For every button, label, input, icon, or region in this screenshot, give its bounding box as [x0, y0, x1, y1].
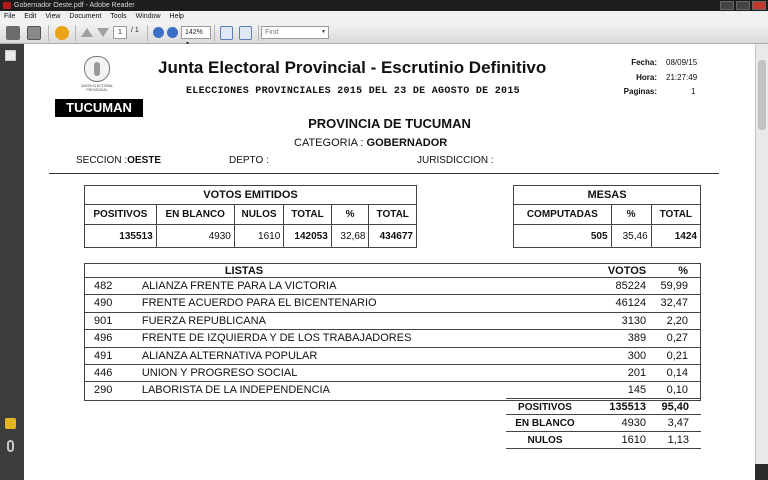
menu-view[interactable]: View — [45, 13, 61, 20]
window-controls — [720, 1, 766, 10]
toolbar-separator — [147, 25, 148, 41]
fecha-value: 08/09/15 — [666, 58, 698, 67]
page-total: / 1 — [131, 27, 139, 34]
maximize-button[interactable] — [736, 1, 750, 10]
totals-row-nulos — [506, 432, 701, 449]
percent-value: 32,68 — [331, 225, 369, 248]
hora-value: 21:27:49 — [666, 73, 698, 82]
document-title: Junta Electoral Provincial - Escrutinio Definitivo — [158, 58, 547, 77]
lista-votos: 201 — [627, 366, 647, 379]
column-header: % — [331, 205, 369, 225]
lista-pct: 32,47 — [660, 297, 689, 310]
lista-name: UNION Y PROGRESO SOCIAL — [141, 366, 298, 379]
lista-votos: 85224 — [615, 280, 647, 292]
menu-window[interactable]: Window — [135, 13, 161, 20]
window-titlebar — [0, 0, 768, 11]
total-padron-value: 434677 — [369, 225, 417, 248]
vertical-scrollbar[interactable] — [755, 44, 768, 464]
lista-votos: 145 — [627, 384, 647, 397]
votos-emitidos-table — [84, 185, 417, 248]
find-input[interactable] — [261, 26, 329, 39]
print-icon[interactable] — [6, 26, 20, 40]
lista-pct: 0,14 — [666, 366, 689, 379]
adobe-reader-icon — [3, 2, 11, 9]
junta-electoral-logo — [84, 56, 110, 82]
mesas-title: MESAS — [514, 186, 701, 205]
lista-votos: 46124 — [615, 297, 647, 310]
comments-panel-icon[interactable] — [5, 418, 16, 429]
window-corner — [755, 464, 768, 480]
lista-number: 496 — [94, 332, 113, 345]
column-header-listas: LISTAS — [224, 265, 264, 277]
window-title: Gobernador Oeste.pdf - Adobe Reader — [14, 2, 135, 9]
zoom-out-icon[interactable] — [153, 27, 164, 38]
totals-votos: 135513 — [609, 401, 646, 413]
lista-votos: 389 — [627, 332, 647, 345]
lista-name: FRENTE DE IZQUIERDA Y DE LOS TRABAJADORES — [141, 332, 412, 345]
jurisdiccion-label: JURISDICCION : — [417, 155, 494, 166]
zoom-value: 142% — [185, 29, 203, 36]
column-header: TOTAL — [369, 205, 417, 225]
mesas-total-value: 1424 — [651, 225, 700, 248]
lista-name: ALIANZA FRENTE PARA LA VICTORIA — [141, 280, 337, 292]
lista-number: 290 — [94, 384, 113, 397]
provincia-heading: PROVINCIA DE TUCUMAN — [308, 116, 471, 131]
en-blanco-value: 4930 — [156, 225, 234, 248]
mesas-table — [513, 185, 701, 248]
toolbar-separator — [258, 25, 259, 41]
totals-label: POSITIVOS — [518, 402, 572, 413]
paginas-label: Paginas: — [623, 87, 657, 96]
chevron-down-icon: ▼ — [321, 29, 326, 35]
pages-panel-icon[interactable] — [5, 50, 16, 61]
column-header: NULOS — [234, 205, 283, 225]
lista-pct: 2,20 — [666, 314, 689, 327]
lista-votos: 3130 — [621, 314, 647, 327]
next-page-icon[interactable] — [97, 28, 109, 37]
column-header-votos: VOTOS — [607, 265, 647, 277]
column-header: TOTAL — [651, 205, 700, 225]
column-header: EN BLANCO — [156, 205, 234, 225]
toolbar-separator — [214, 25, 215, 41]
table-row — [85, 278, 700, 295]
fecha-label: Fecha: — [631, 58, 657, 67]
toolbar-separator — [48, 25, 49, 41]
menu-tools[interactable]: Tools — [110, 13, 127, 20]
toolbar — [0, 22, 768, 44]
categoria-label: CATEGORIA : — [294, 137, 364, 149]
totals-row-en-blanco — [506, 415, 701, 432]
table-row — [85, 330, 700, 347]
zoom-select[interactable] — [181, 26, 211, 39]
minimize-button[interactable] — [720, 1, 734, 10]
seccion-value: OESTE — [127, 155, 162, 166]
table-row — [85, 313, 700, 330]
categoria-value: GOBERNADOR — [366, 137, 448, 149]
menu-edit[interactable]: Edit — [24, 13, 37, 20]
close-button[interactable] — [752, 1, 766, 10]
totals-table — [506, 398, 701, 449]
lista-pct: 0,27 — [666, 332, 689, 345]
scrollbar-thumb[interactable] — [758, 60, 766, 130]
fit-width-icon[interactable] — [239, 26, 252, 40]
column-header-pct: % — [678, 265, 688, 277]
divider — [49, 173, 719, 174]
navigation-sidebar — [0, 44, 22, 480]
page-number-input[interactable]: 1 — [113, 26, 127, 39]
totals-pct: 95,40 — [661, 401, 689, 413]
categoria-line — [294, 137, 447, 149]
lista-number: 482 — [94, 280, 113, 292]
totals-pct: 3,47 — [667, 417, 689, 429]
column-header: POSITIVOS — [85, 205, 157, 225]
zoom-in-icon[interactable] — [167, 27, 178, 38]
document-page — [24, 44, 755, 480]
total-emitidos-value: 142053 — [284, 225, 332, 248]
table-row — [85, 348, 700, 365]
province-tag: TUCUMAN — [55, 99, 143, 117]
positivos-value: 135513 — [85, 225, 157, 248]
hora-label: Hora: — [636, 73, 657, 82]
table-row — [85, 295, 700, 312]
mesas-computadas-value: 505 — [514, 225, 612, 248]
lista-pct: 0,10 — [666, 384, 689, 397]
depto-label: DEPTO : — [229, 155, 269, 166]
lista-number: 901 — [94, 314, 113, 327]
collaborate-icon[interactable] — [55, 26, 69, 40]
lista-number: 490 — [94, 297, 113, 310]
seccion-label: SECCION : — [76, 155, 128, 166]
column-header: % — [611, 205, 651, 225]
nulos-value: 1610 — [234, 225, 283, 248]
lista-name: FUERZA REPUBLICANA — [141, 314, 266, 327]
menu-help[interactable]: Help — [169, 13, 184, 20]
toolbar-separator — [75, 25, 76, 41]
listas-table — [84, 263, 701, 401]
totals-label: EN BLANCO — [515, 418, 575, 429]
lista-name: FRENTE ACUERDO PARA EL BICENTENARIO — [141, 297, 377, 310]
document-subtitle: ELECCIONES PROVINCIALES 2015 DEL 23 DE AGOSTO DE 2015 — [186, 86, 520, 97]
totals-row-positivos — [506, 398, 701, 415]
logo-caption: JUNTA ELECTORAL PROVINCIAL — [80, 84, 114, 92]
lista-votos: 300 — [627, 349, 647, 362]
column-header: TOTAL — [284, 205, 332, 225]
find-placeholder: Find — [265, 29, 279, 36]
totals-pct: 1,13 — [667, 434, 689, 446]
previous-page-icon[interactable] — [81, 28, 93, 37]
seccion-line — [76, 155, 161, 166]
totals-label: NULOS — [527, 435, 563, 446]
column-header-num — [85, 264, 142, 277]
mesas-percent-value: 35,46 — [611, 225, 651, 248]
table-row — [85, 365, 700, 382]
menu-file[interactable]: File — [4, 13, 16, 20]
lista-name: LABORISTA DE LA INDEPENDENCIA — [141, 384, 330, 397]
menu-document[interactable]: Document — [69, 13, 102, 20]
email-icon[interactable] — [27, 26, 41, 40]
menu-bar — [0, 11, 768, 22]
totals-votos: 4930 — [621, 417, 646, 429]
lista-pct: 0,21 — [666, 349, 689, 362]
lista-name: ALIANZA ALTERNATIVA POPULAR — [141, 349, 318, 362]
totals-votos: 1610 — [621, 434, 646, 446]
lista-number: 446 — [94, 366, 113, 379]
lista-number: 491 — [94, 349, 113, 362]
attachments-panel-icon[interactable] — [7, 440, 14, 452]
column-header: COMPUTADAS — [514, 205, 612, 225]
listas-header-row — [85, 264, 700, 278]
votos-emitidos-title: VOTOS EMITIDOS — [85, 186, 417, 205]
paginas-value: 1 — [691, 87, 696, 96]
lista-pct: 59,99 — [660, 280, 689, 292]
fit-page-icon[interactable] — [220, 26, 233, 40]
